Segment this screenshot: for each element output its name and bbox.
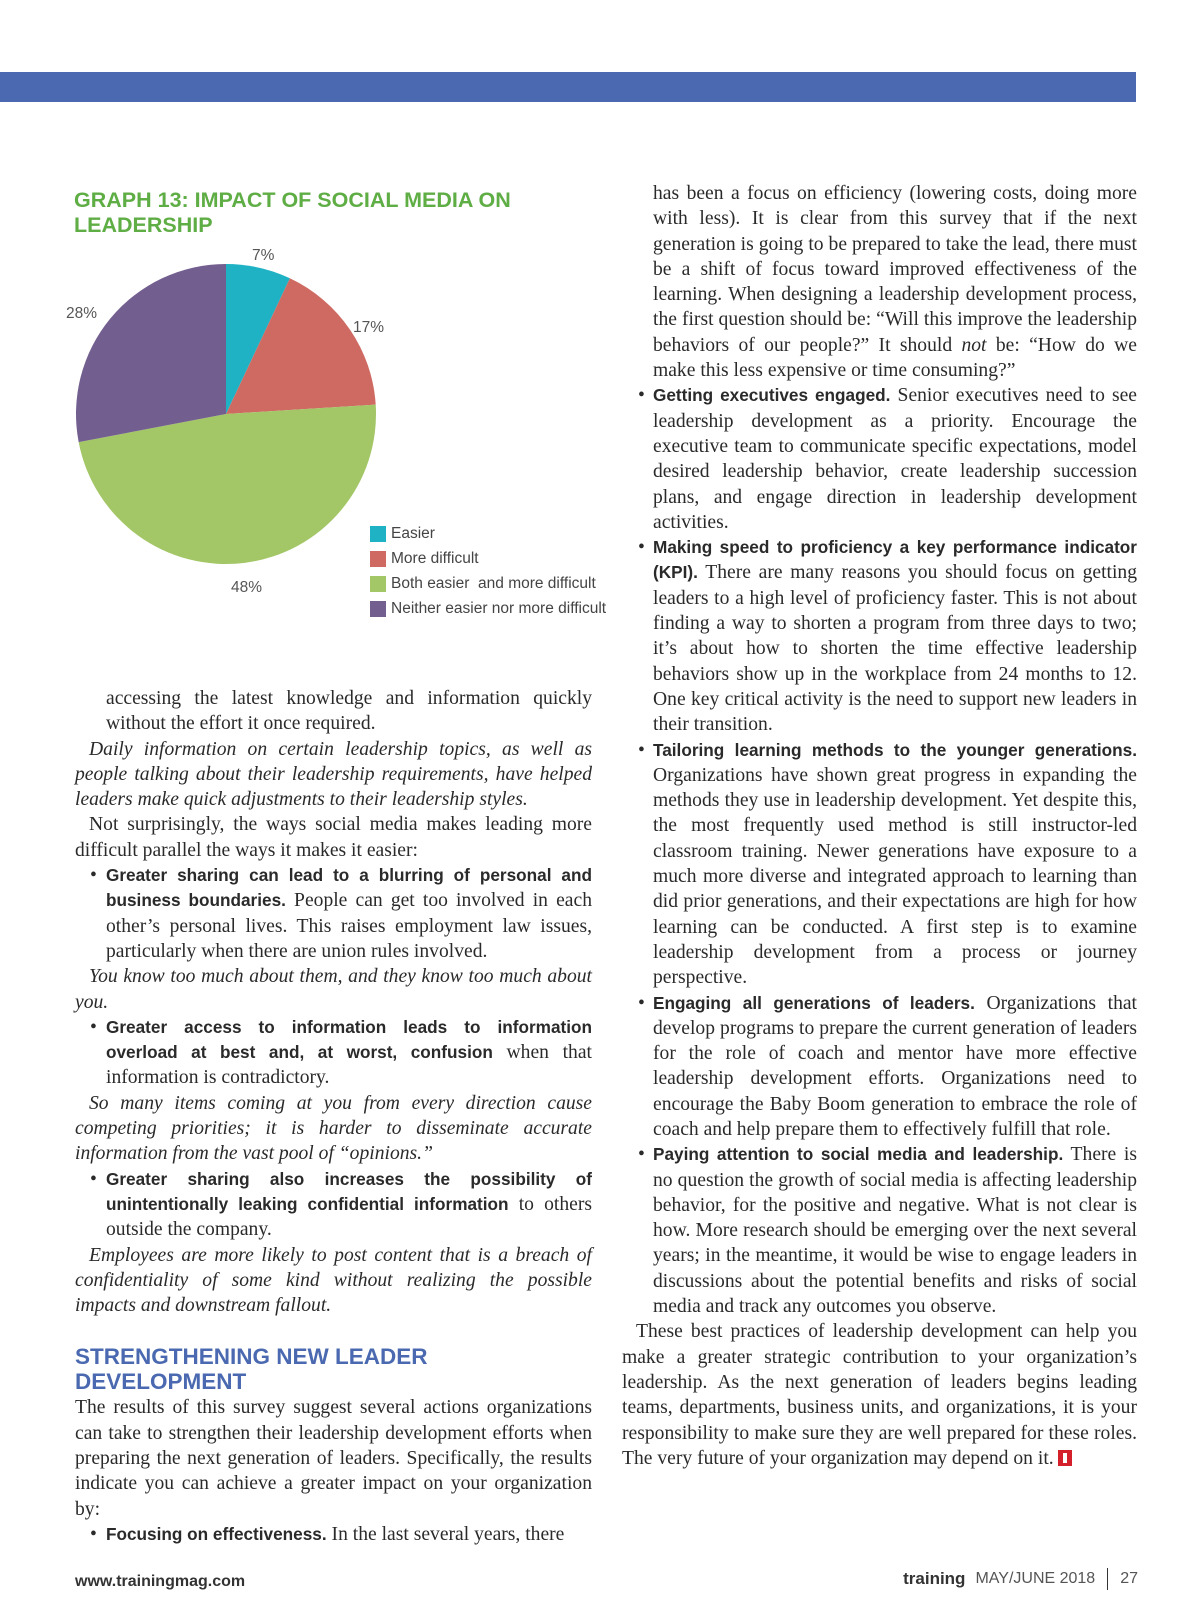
bullet-dot: •	[90, 1168, 97, 1190]
legend-swatch	[370, 601, 386, 617]
paragraph: has been a focus on efficiency (lowering costs, doing more with less). It is clear from this survey that if the next generation is going to be prepared to take the lead, there must be a shift of focus toward improved effectiveness of the learning. When designing a leadership development process, the first question should be: “Will this improve the leadership behaviors of our people?” It should not be: “How do we make this less expensive or time consuming?”	[653, 183, 1137, 382]
legend-item-easier	[370, 521, 606, 546]
bullet-dot: •	[90, 1523, 97, 1545]
legend-label: More difficult	[391, 550, 479, 567]
bullet-item: • Greater access to information leads to information overload at best and, at worst, confusion when that information is contradictory.	[90, 1016, 592, 1089]
bullet-dot: •	[638, 537, 645, 559]
footer-divider	[1107, 1568, 1108, 1590]
legend-item-more-difficult	[370, 546, 606, 571]
legend-label: Easier	[391, 525, 435, 542]
italic-quote: Daily information on certain leadership topics, as well as people talking about their leadership requirements, have helped leaders make quick adjustments to their leadership styles.	[75, 738, 592, 811]
italic-quote: You know too much about them, and they know too much about you.	[75, 966, 592, 1013]
top-color-bar	[0, 72, 1136, 102]
bullet-item: • Tailoring learning methods to the younger generations. Organizations have shown great progress in expanding the methods they use in leadership development. Yet despite this, the most frequently used method is still instructor-led classroom training. Newer generations have exposure to a much more diverse and integrated approach to learning than did prior generations, and their expectations are high for how learning can be conducted. A first step is to examine leadership development from a process or journey perspective.	[638, 739, 1137, 989]
bullet-dot: •	[90, 865, 97, 887]
footer-folio	[903, 1568, 1138, 1590]
italic-quote: So many items coming at you from every direction cause competing priorities; it is harder to disseminate accurate information from the vast pool of “opinions.”	[75, 1092, 592, 1165]
chart-legend	[370, 521, 606, 621]
bullet-item: • Engaging all generations of leaders. Organizations that develop programs to prepare the current generation of leaders for the role of coach and mentor have more effective leadership development efforts. Organizations need to encourage the Baby Boom generation to embrace the role of coach and help prepare them to effectively fulfill that role.	[638, 992, 1138, 1140]
pie-label-more-difficult: 17%	[353, 319, 385, 336]
pie-label-easier: 7%	[252, 247, 275, 264]
bullet-dot: •	[638, 992, 645, 1014]
legend-swatch	[370, 526, 386, 542]
legend-swatch	[370, 576, 386, 592]
bullet-dot: •	[638, 1144, 645, 1166]
italic-quote: Employees are more likely to post content that is a breach of confidentiality of some kind without realizing the possible impacts and downstream fallout.	[75, 1244, 592, 1317]
bullet-item: • Paying attention to social media and leadership. There is no question the growth of social media is affecting leadership behavior, for the positive and negative. What is not clear is how. More research should be emerging over the next several years; in the meantime, it would be wise to engage leaders in discussions about the potential benefits and risks of social media and track any outcomes you observe.	[638, 1144, 1137, 1318]
bullet-dot: •	[638, 739, 645, 761]
paragraph: The results of this survey suggest several actions organizations can take to strengthen their leadership development efforts when preparing the next generation of leaders. Specifically, the results indicate you can achieve a greater impact on your organization by:	[75, 1397, 592, 1520]
paragraph: These best practices of leadership development can help you make a greater strategic contribution to your organization’s leadership. As the next generation of leaders begins leading teams, departments, business units, and organizations, it is your responsibility to make sure they are well prepared for these roles. The very future of your organization may depend on it.	[622, 1321, 1137, 1469]
legend-item-both	[370, 571, 606, 596]
bullet-item: • Focusing on effectiveness. In the last several years, there	[75, 1522, 592, 1547]
bullet-dot: •	[90, 1016, 97, 1038]
right-column-text	[622, 181, 1137, 1471]
pie-chart	[60, 250, 380, 590]
paragraph: accessing the latest knowledge and information quickly without the effort it once required.	[106, 688, 592, 735]
graph-title: GRAPH 13: IMPACT OF SOCIAL MEDIA ON LEADERSHIP	[74, 188, 511, 237]
legend-item-neither	[370, 596, 606, 621]
end-of-article-icon	[1058, 1450, 1072, 1466]
legend-swatch	[370, 551, 386, 567]
legend-label: Both easier and more difficult	[391, 575, 596, 592]
left-column-text	[75, 686, 592, 1547]
bullet-item: • Making speed to proficiency a key performance indicator (KPI). There are many reasons you should focus on getting leaders to a high level of proficiency faster. This is not about finding a way to shorten a program from three days to two; it’s about how to shorten the time effective leadership behaviors show up in the workplace from 24 months to 12. One key critical activity is the need to support new leaders in their transition.	[638, 537, 1137, 736]
pie-label-both: 48%	[231, 579, 263, 596]
bullet-dot: •	[638, 385, 645, 407]
footer-brand: training	[903, 1569, 966, 1588]
section-heading: STRENGTHENING NEW LEADER DEVELOPMENT	[75, 1344, 428, 1395]
footer-page-number: 27	[1120, 1570, 1138, 1587]
footer-website: www.trainingmag.com	[75, 1573, 246, 1590]
pie-label-neither: 28%	[66, 305, 98, 322]
pie-slice-neither	[76, 264, 226, 442]
footer-issue: MAY/JUNE 2018	[975, 1570, 1096, 1587]
legend-label: Neither easier nor more difficult	[391, 600, 607, 617]
paragraph: Not surprisingly, the ways social media makes leading more difficult parallel the ways it makes it easier:	[75, 814, 592, 861]
bullet-item: • Greater sharing also increases the possibility of unintentionally leaking confidential information to others outside the company.	[90, 1168, 592, 1241]
bullet-item: • Getting executives engaged. Senior executives need to see leadership development as a priority. Encourage the executive team to communicate specific expectations, model desired leadership behavior, create leadership succession plans, and engage direction in leadership development activities.	[638, 385, 1137, 533]
bullet-item: • Greater sharing can lead to a blurring of personal and business boundaries. People can get too involved in each other’s personal lives. This raises employment law issues, particularly when there are union rules involved.	[90, 865, 592, 962]
